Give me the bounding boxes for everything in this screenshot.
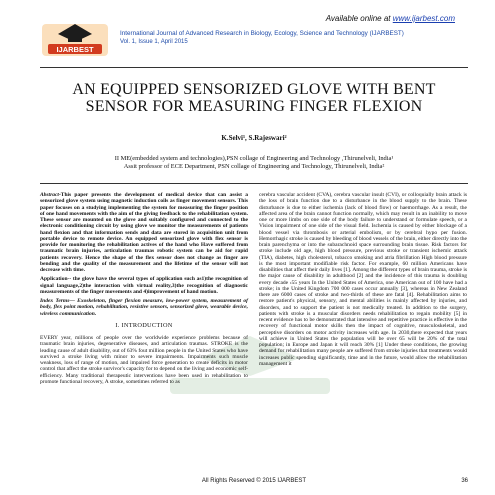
journal-logo-text: IJARBEST	[56, 45, 94, 54]
abstract-text: This paper presents the development of medical device that can assist a sensorized glove system using magnetic induction coils as finger movement sensors. This paper focuses on a studying implementing the system for measuring the finger position of one hand movements with the aim of the giving feedback to the rehabilitation system. These sensor are mounted on the glove and suitably configured and connected to the electronic conditioning circuit by using glove we monitor the measurements of patients hand flexion and that information sends and data are stored in acquisition unit from portable device to remote device. An equipped sensorized glove with flex sensor is provide for monitoring the rehabilitation actives of the hand who Have suffered from traumatic brain injuries, articulation traumas robotic system can be aid for rapid patients recovery. Hence the shape of the flex sensor does not change as finger are bending and the quality of the measurement and the lifetime of the sensor will not decrease with time.	[40, 192, 248, 273]
journal-website-link[interactable]: www.ijarbest.com	[392, 14, 455, 23]
application-paragraph: Application-- the glove have the several types of application such as1)the recognition of signal language,2)the interaction with virtual reality,3)the recognition of diagnostic measurements of the finger movements and 4)improvement of hand motion.	[40, 276, 248, 295]
section-heading-introduction: I. INTRODUCTION	[115, 321, 173, 329]
journal-logo	[40, 20, 110, 60]
journal-volume-issue: Vol. 1, Issue 1, April 2015	[120, 39, 188, 45]
footer-copyright: All Rights Reserved © 2015 IJARBEST	[201, 478, 307, 484]
right-column	[259, 192, 467, 370]
abstract-paragraph	[40, 192, 248, 273]
left-column	[40, 192, 248, 388]
availability-note	[326, 14, 455, 23]
introduction-text: EVERY year, millions of people over the worldwide experience problems because of traumatic brain injuries, degenerative diseases, and articulation traumas. STROKE is the leading cause of adult disability, out of 63% fout million people in the United States who have survived a stroke living with minor to severe impairments. Impairments such muscle weakness, loss of range of motion, and impaired force generation to create deficits in motor control that affect the stroke survivor's capacity for to depend on the living and economic self-efficiency. Many traditional therapeutic interventions have been used in rehabilitation to promote functional recovery, A stroke, sometimes referred to as	[40, 335, 248, 385]
journal-header	[120, 30, 470, 46]
introduction-continued-text: cerebra vascular accident (CVA), cerebra vascular insult (CVI), or colloquially brain attack is the loss of brain function due to a disturbance in the blood supply to the brain. These disturbance is due to either ischemia (lack of blood flow) or haemorrhage. As a result, the affected area of the brain cannot function normally, which may result in an inability to move one or more limbs on one side of the body failure to understand or formulate speech, or a Vision impairment of one side of the visual field. Ischemia is caused by either blockage of a blood vessel via thrombosis or arterial embolism, or by cerebral hypo per fusion. Hemorrhagic stroke is caused by bleeding of blood vessels of the brain, either directly into the brain parenchyma or into the subarachnoid space surrounding brain tissue. Risk factors for stroke include old age, high blood pressure, previous stroke or transient ischemic attack (TIA), diabetes, high cholesterol, tobacco smoking and atria fibrillation High blood pressure is the most important modifiable risk factor. For example, 60 million Americans have disabilities that affect their daily lives [1]. Among the different types of brain trauma, stroke is the major cause of disability in adulthood [2] and the incidence of this trauma is doubling every decade ›55 years In the United States of America, one American out of 100 have had a stroke; in the United Kingdom 700 000 cases occur annually [3], whereas in New Zealand there are 6000 cases of stroke and two-thirds of these are fatal [4]. Rehabilitation aims to restore patient's physical, sensory, and mental abilities is mainly affected by injuries, and disorders, and to support the patient is not medically treated. In addition to the surgery, patients with stroke is a muscular disorders needs rehabilitation to regain mobility [5] in recent evidence has to be demonstrated that intensive and repetitive practice is effective in the recovery of functional motor skills then the impact of cognitive, musculoskeletal, and perceptive disorders on motor activity increases with age. In 2030,there expected that years will achieve in United States the population will be over 65 will be 20% of the total population; in Europe and Japan it will reach 30% [1] Under these conditions, the growing demand for rehabilitation many people are suffered from stroke injuries that treatments would increases public spending significantly, time and in the future, would allow the rehabilitation management it	[259, 192, 467, 367]
paper-authors: K.Selvi¹, S.Rajeswari²	[221, 134, 287, 142]
paper-affiliations	[40, 155, 468, 170]
title-rule	[40, 183, 468, 184]
availability-prefix: Available online at	[325, 14, 391, 23]
paper-title: AN EQUIPPED SENSORIZED GLOVE WITH BENT SENSOR FOR MEASURING FINGER FLEXION	[72, 81, 436, 115]
affiliation-2: Assit professor of ECE Department, PSN collage of Engineering and Technology, Thirunelveli, India²	[123, 162, 385, 170]
journal-name: International Journal of Advanced Research in Biology, Ecology, Science and Technology (IJARBEST)	[120, 30, 404, 37]
page-number: 36	[461, 478, 468, 484]
header-rule	[40, 67, 468, 68]
affiliation-1: II ME(embedded system and technologies),PSN collage of Engineering and Technology ,Thirunelveli, India¹	[114, 155, 394, 162]
abstract-label: Abstract-	[40, 192, 61, 198]
index-terms: Index Terms— Exoskeleton, finger flexion measure, low-power system, measurement of body, flex point motion, rehabilitation, resistive sensors, sensorized glove, wearable device, wireless communication.	[40, 298, 248, 317]
